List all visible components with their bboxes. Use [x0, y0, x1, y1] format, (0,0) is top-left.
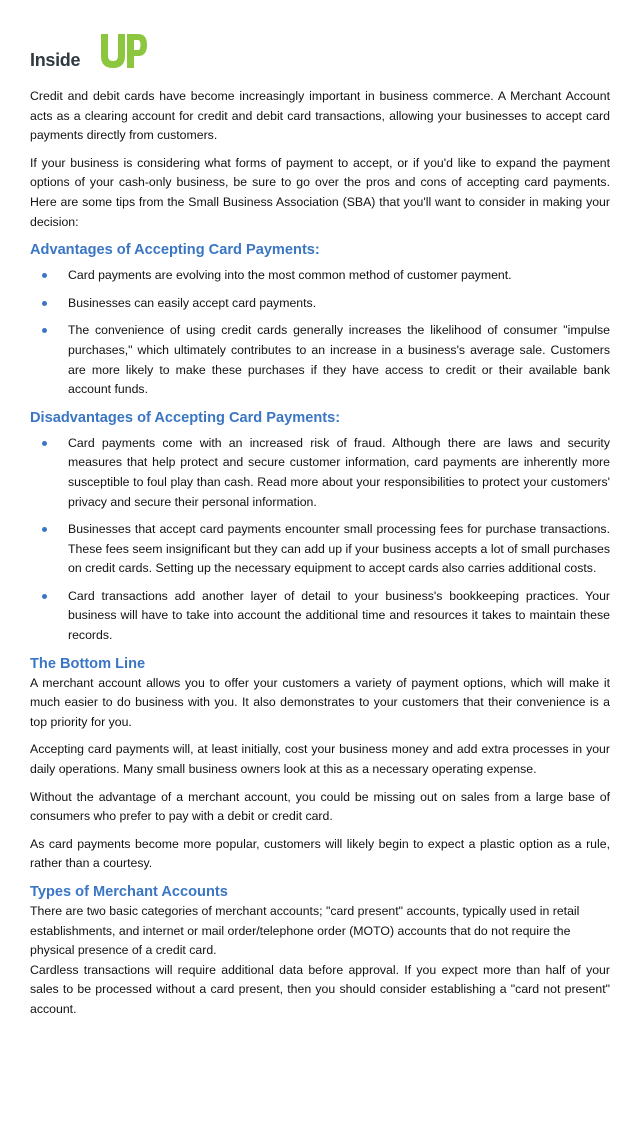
bullet-icon [42, 328, 47, 333]
list-item [30, 294, 610, 314]
bullet-icon [42, 441, 47, 446]
advantages-heading: Advantages of Accepting Card Payments: [30, 242, 320, 259]
bullet-icon [42, 527, 47, 532]
bullet-icon [42, 273, 47, 278]
intro-paragraph: Credit and debit cards have become increasingly important in business commerce. A Merchant Account acts as a clearing account for credit and debit card transactions, allowing your businesses to accept card payments directly from customers. [30, 89, 610, 143]
logo-up-mark [93, 30, 149, 70]
bottom-line-heading: The Bottom Line [30, 655, 146, 672]
types-paragraph: There are two basic categories of merchant accounts; "card present" accounts, typically used in retail establishments, and internet or mail order/telephone order (MOTO) accounts that do not require the physical presence of a credit card. [30, 904, 580, 958]
list-item-text: Card payments come with an increased risk of fraud. Although there are laws and security measures that help protect and secure customer information, card payments are inherently more susceptible to foul play than cash. Read more about your responsibilities to protect your customers' privacy and secure their personal information. [68, 435, 610, 509]
advantages-list [30, 266, 610, 400]
logo-wordmark: Inside [30, 50, 81, 70]
list-item [30, 266, 610, 286]
list-item-text: The convenience of using credit cards generally increases the likelihood of consumer "impulse purchases," which ultimately contributes to an increase in a business's average sale. Customers are more likely to make these purchases if they have access to credit or their available bank account funds. [68, 323, 610, 397]
article-body [30, 87, 610, 1028]
list-item-text: Card transactions add another layer of detail to your business's bookkeeping practices. Your business will have to take into account the additional time and resources it takes to maintain these records. [68, 588, 610, 643]
list-item-text: Businesses that accept card payments encounter small processing fees for purchase transactions. These fees seem insignificant but they can add up if your business accepts a lot of small purchases on credit cards. Setting up the necessary equipment to accept cards also carries additional costs. [68, 522, 610, 576]
disadvantages-list [30, 434, 610, 646]
bottom-line-paragraph: Accepting card payments will, at least initially, cost your business money and add extra processes in your daily operations. Many small business owners look at this as a necessary operating expense. [30, 742, 610, 777]
disadvantages-heading: Disadvantages of Accepting Card Payments: [30, 409, 341, 426]
list-item [30, 434, 610, 512]
insideup-logo [30, 30, 140, 72]
list-item-text: Businesses can easily accept card payments. [68, 295, 317, 310]
list-item [30, 587, 610, 646]
types-paragraph: Cardless transactions will require additional data before approval. If you expect more than half of your sales to be processed without a card present, then you should consider establishing a "card not present" account. [30, 962, 610, 1016]
intro-paragraph: If your business is considering what forms of payment to accept, or if you'd like to expand the payment options of your cash-only business, be sure to go over the pros and cons of accepting card payments. Here are some tips from the Small Business Association (SBA) that you'll want to consider in making your decision: [30, 155, 610, 229]
bottom-line-paragraph: As card payments become more popular, customers will likely begin to expect a plastic option as a rule, rather than a courtesy. [30, 836, 610, 871]
list-item [30, 321, 610, 399]
bullet-icon [42, 301, 47, 306]
types-heading: Types of Merchant Accounts [30, 884, 228, 900]
bottom-line-paragraph: Without the advantage of a merchant account, you could be missing out on sales from a large base of consumers who prefer to pay with a debit or credit card. [30, 789, 610, 824]
list-item [30, 520, 610, 579]
list-item-text: Card payments are evolving into the most common method of customer payment. [68, 268, 512, 283]
bullet-icon [42, 594, 47, 599]
bottom-line-paragraph: A merchant account allows you to offer your customers a variety of payment options, which will make it much easier to do business with you. It also demonstrates to your customers that their convenience is a top priority for you. [30, 675, 610, 729]
